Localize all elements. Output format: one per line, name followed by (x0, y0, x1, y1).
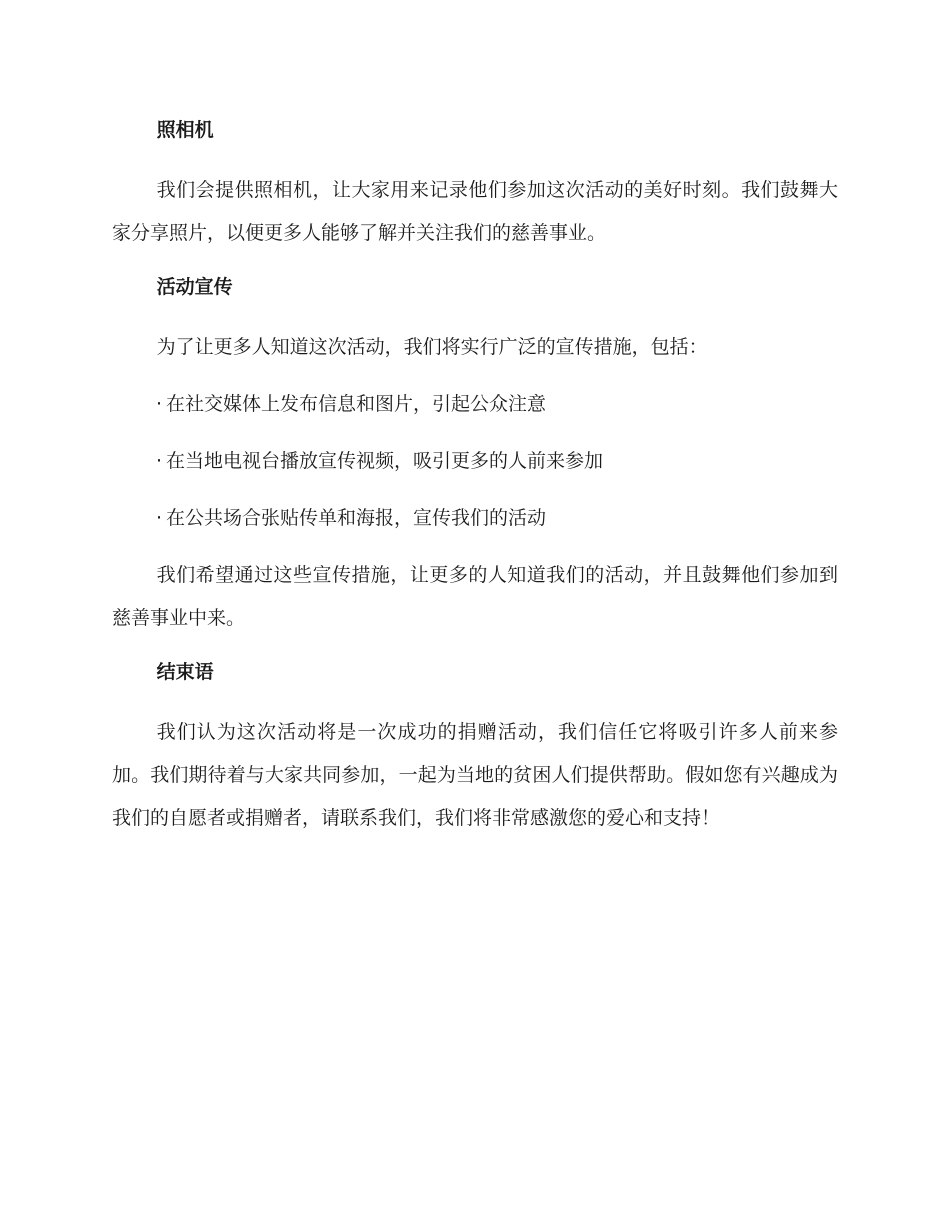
paragraph-promotion-closing: 我们希望通过这些宣传措施，让更多的人知道我们的活动，并且鼓舞他们参加到慈善事业中来。 (112, 564, 838, 629)
list-item-promotion-3 (112, 497, 838, 540)
paragraph-conclusion: 我们认为这次活动将是一次成功的捐赠活动，我们信任它将吸引许多人前来参加。我们期待着与大家共同参加，一起为当地的贫困人们提供帮助。假如您有兴趣成为我们的自愿者或捐赠者，请联系我们，我们将非常感激您的爱心和支持！ (112, 721, 838, 829)
section-heading-conclusion: 结束语 (156, 661, 214, 683)
list-item-text: 在当地电视台播放宣传视频，吸引更多的人前来参加 (166, 450, 604, 472)
section-heading-promotion: 活动宣传 (156, 276, 233, 298)
bullet-icon: · (156, 393, 163, 415)
paragraph-camera: 我们会提供照相机，让大家用来记录他们参加这次活动的美好时刻。我们鼓舞大家分享照片，以便更多人能够了解并关注我们的慈善事业。 (112, 179, 838, 244)
bullet-icon: · (156, 450, 163, 472)
bullet-icon: · (156, 507, 163, 529)
list-item-promotion-2 (112, 440, 838, 483)
paragraph-promotion-intro: 为了让更多人知道这次活动，我们将实行广泛的宣传措施，包括： (156, 336, 708, 358)
list-item-text: 在公共场合张贴传单和海报，宣传我们的活动 (166, 507, 547, 529)
section-heading-camera: 照相机 (156, 119, 214, 141)
list-item-text: 在社交媒体上发布信息和图片，引起公众注意 (166, 393, 547, 415)
list-item-promotion-1 (112, 383, 838, 426)
